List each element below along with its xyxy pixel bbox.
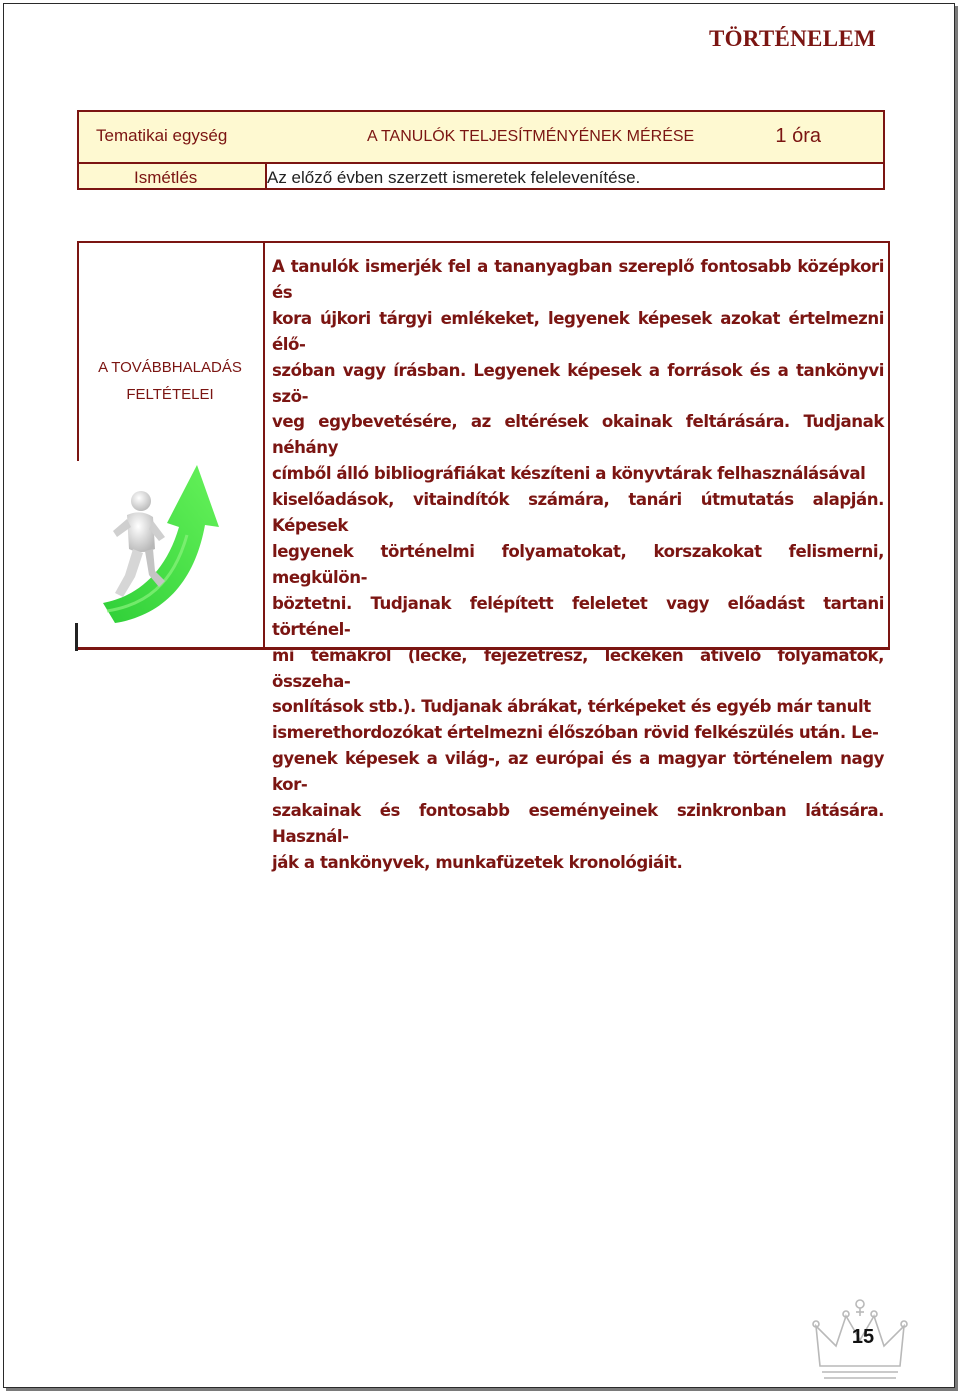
- subject-header: TÖRTÉNELEM: [708, 26, 876, 51]
- unit-hours: 1 óra: [775, 125, 821, 147]
- requirements-line: ják a tankönyvek, munkafüzetek kronológiáit.: [272, 852, 683, 872]
- requirements-line: szóban vagy írásban. Legyenek képesek a források és a tankönyvi szö-: [272, 360, 884, 406]
- unit-table: [77, 110, 885, 190]
- requirements-table: [77, 241, 890, 872]
- requirements-line: címből álló bibliográfiákat készíteni a könyvtárak felhasználásával: [272, 464, 866, 484]
- requirements-line: ismerethordozókat értelmezni élőszóban rövid felkészülés után. Le-: [272, 723, 879, 743]
- requirements-line: mi témákról (lecke, fejezetrész, leckéken átívelő folyamatok, összeha-: [272, 645, 884, 691]
- review-label-cell: [79, 164, 267, 188]
- table-border: [75, 623, 78, 651]
- review-row: [79, 164, 883, 188]
- review-text: Az előző évben szerzett ismeretek felelevenítése.: [267, 168, 641, 187]
- unit-row: [79, 112, 883, 164]
- requirements-label-line1: A TOVÁBBHALADÁS: [98, 359, 242, 376]
- requirements-label: [77, 354, 263, 408]
- review-label: Ismétlés: [134, 168, 198, 187]
- unit-label: Tematikai egység: [96, 126, 228, 145]
- requirements-line: gyenek képesek a világ-, az európai és a magyar történelem nagy kor-: [272, 749, 884, 795]
- requirements-line: legyenek történelmi folyamatokat, korszakokat felismerni, megkülön-: [272, 541, 884, 587]
- table-border: [77, 243, 79, 461]
- requirements-line: szakainak és fontosabb eseményeinek szinkronban látására. Használ-: [272, 801, 884, 846]
- requirements-line: kiselőadások, vitaindítók számára, tanári útmutatás alapján. Képesek: [272, 490, 884, 536]
- requirements-label-line2: FELTÉTELEI: [126, 386, 214, 403]
- requirements-line: A tanulók ismerjék fel a tananyagban szereplő fontosabb középkori és: [272, 257, 884, 302]
- page-number: 15: [851, 1326, 875, 1348]
- column-divider: [263, 243, 265, 647]
- requirements-line: kora újkori tárgyi emlékeket, legyenek képesek azokat értelmezni élő-: [272, 308, 884, 354]
- requirements-line: veg egybevetésére, az eltérések okainak feltárására. Tudjanak néhány: [272, 412, 884, 458]
- requirements-line: sonlítások stb.). Tudjanak ábrákat, térképeket és egyéb már tanult: [272, 697, 871, 717]
- figure-climbing-arrow-illustration: [95, 465, 225, 625]
- requirements-line: böztetni. Tudjanak felépített feleletet vagy előadást tartani történel-: [272, 593, 884, 639]
- requirements-text: [272, 254, 884, 876]
- unit-title: A TANULÓK TELJESÍTMÉNYÉNEK MÉRÉSE: [367, 128, 695, 145]
